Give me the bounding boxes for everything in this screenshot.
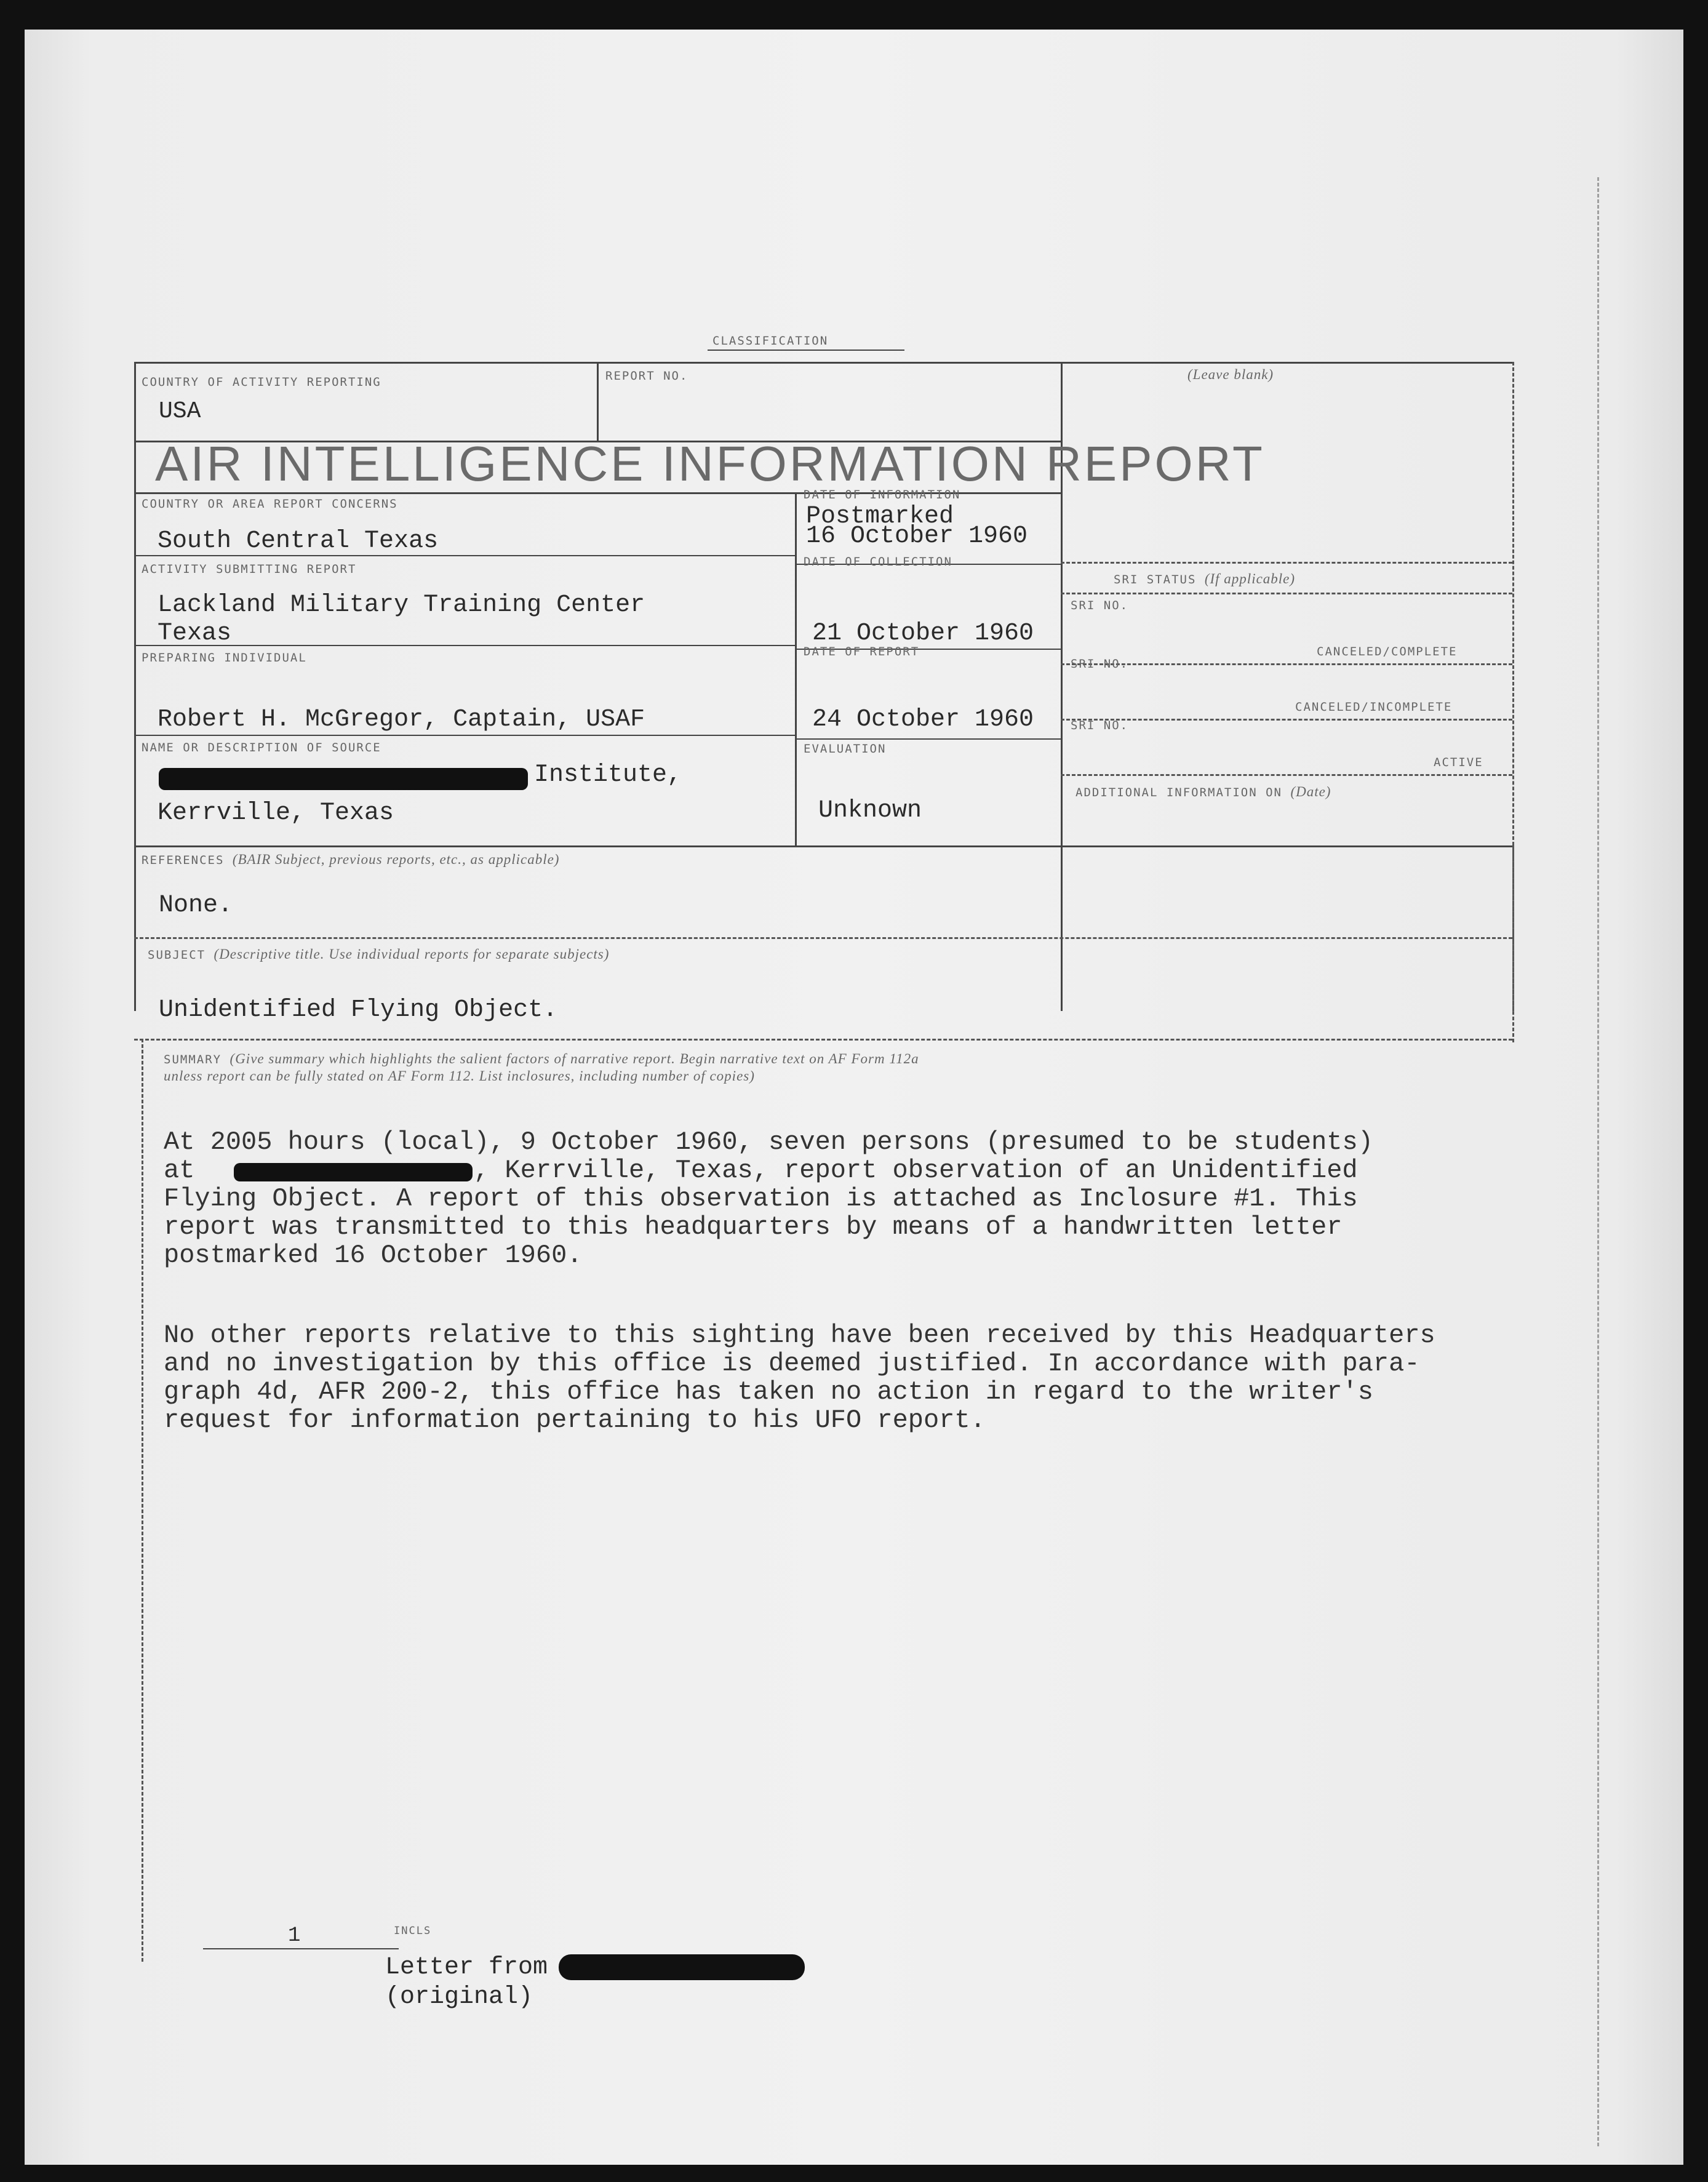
sri-rule-3: [1061, 719, 1512, 721]
page-edge-line: [1597, 177, 1599, 2146]
date-info-label: DATE OF INFORMATION: [804, 488, 961, 502]
date-column-divider: [795, 492, 797, 846]
summary-p1-line-1: At 2005 hours (local), 9 October 1960, seven persons (presumed to be students): [164, 1127, 1373, 1157]
date-report-label: DATE OF REPORT: [804, 645, 920, 658]
sri-rule-1: [1061, 593, 1512, 594]
subject-label: [148, 946, 609, 962]
additional-info-text: ADDITIONAL INFORMATION ON: [1075, 786, 1282, 799]
sri-no-label-3: SRI NO.: [1071, 719, 1129, 732]
evaluation-label: EVALUATION: [804, 742, 887, 756]
date-report-value: 24 October 1960: [812, 706, 1034, 733]
canceled-incomplete-label: CANCELED/INCOMPLETE: [1295, 700, 1453, 714]
date-collection-label: DATE OF COLLECTION: [804, 555, 952, 569]
sri-no-label-1: SRI NO.: [1071, 599, 1129, 612]
date-collection-value: 21 October 1960: [812, 620, 1034, 647]
form-left-border: [134, 362, 136, 1011]
source-redaction: [159, 768, 528, 790]
summary-p2-line-1: No other reports relative to this sighting have been received by this Headquarters: [164, 1321, 1435, 1350]
evaluation-value: Unknown: [818, 797, 922, 825]
summary-left-border: [142, 1039, 143, 1962]
activity-value-1: Lackland Military Training Center: [158, 591, 645, 619]
area-label: COUNTRY OR AREA REPORT CONCERNS: [142, 497, 398, 511]
inclosure-underline: [203, 1948, 399, 1949]
area-value: South Central Texas: [158, 527, 439, 555]
location-redaction: [234, 1163, 473, 1181]
references-top-rule: [134, 845, 1512, 847]
date-info-value-2: 16 October 1960: [806, 522, 1028, 550]
summary-label: [164, 1051, 919, 1067]
sri-status-text: SRI STATUS: [1114, 573, 1197, 586]
summary-note-2-line: [164, 1068, 755, 1084]
activity-label: ACTIVITY SUBMITTING REPORT: [142, 562, 357, 576]
inclosure-line-2: (original): [385, 1983, 533, 2011]
inclosure-label: INCLS: [394, 1925, 432, 1937]
summary-p1-line-3: Flying Object. A report of this observation is attached as Inclosure #1. This: [164, 1184, 1358, 1213]
additional-info-label: [1075, 784, 1331, 800]
canceled-complete-label: CANCELED/COMPLETE: [1317, 645, 1458, 658]
leave-blank-text: (Leave blank): [1187, 367, 1274, 382]
sri-status-label: [1114, 571, 1295, 587]
sri-no-label-2: SRI NO.: [1071, 657, 1129, 671]
references-label: [142, 852, 559, 868]
references-note: (BAIR Subject, previous reports, etc., as applicable): [232, 852, 560, 867]
row-rule-1: [134, 555, 795, 556]
sri-rule-2: [1061, 663, 1512, 665]
references-text: REFERENCES: [142, 853, 225, 867]
date-info-value-1: Postmarked: [806, 503, 954, 530]
summary-p2-line-3: graph 4d, AFR 200-2, this office has taken no action in regard to the writer's: [164, 1377, 1373, 1407]
country-value: USA: [159, 398, 201, 425]
sri-rule-top: [1061, 562, 1512, 564]
date-rule-3: [795, 738, 1061, 740]
form-top-border: [134, 362, 1512, 364]
sri-rule-4: [1061, 774, 1512, 776]
sri-status-note: (If applicable): [1204, 571, 1296, 586]
summary-p2-line-2: and no investigation by this office is deemed justified. In accordance with para-: [164, 1349, 1420, 1378]
summary-text: SUMMARY: [164, 1053, 222, 1066]
summary-p2-line-4: request for information pertaining to his UFO report.: [164, 1405, 986, 1435]
summary-note-2: unless report can be fully stated on AF Form 112. List inclosures, including number of copies): [164, 1068, 755, 1084]
source-value-1: Institute,: [534, 761, 682, 789]
preparer-label: PREPARING INDIVIDUAL: [142, 651, 307, 665]
active-label: ACTIVE: [1434, 756, 1483, 769]
row-rule-2: [134, 645, 795, 646]
source-value-2: Kerrville, Texas: [158, 799, 394, 827]
summary-top-rule: [134, 1039, 1512, 1041]
classification-underline: [708, 350, 904, 351]
lower-right-border: [1512, 845, 1514, 1042]
form-title: AIR INTELLIGENCE INFORMATION REPORT: [155, 436, 1265, 491]
subject-text: SUBJECT: [148, 948, 206, 962]
report-no-label: REPORT NO.: [605, 369, 688, 383]
preparer-value: Robert H. McGregor, Captain, USAF: [158, 706, 645, 733]
summary-p1-line-2a: at: [164, 1156, 195, 1185]
leave-blank-label: [1187, 367, 1274, 383]
subject-top-rule: [134, 937, 1512, 939]
subject-note: (Descriptive title. Use individual reports for separate subjects): [214, 946, 610, 962]
report-no-divider: [597, 362, 599, 442]
classification-label: CLASSIFICATION: [712, 334, 829, 348]
row-rule-3: [134, 735, 795, 736]
summary-p1-line-5: postmarked 16 October 1960.: [164, 1241, 583, 1270]
additional-info-note: (Date): [1290, 784, 1331, 799]
inclosure-line-1: Letter from: [385, 1954, 548, 1981]
document-page: [25, 30, 1683, 2165]
activity-value-2: Texas: [158, 620, 232, 647]
inclosure-count: 1: [288, 1924, 301, 1948]
inclosure-redaction: [559, 1954, 805, 1980]
source-label: NAME OR DESCRIPTION OF SOURCE: [142, 741, 381, 754]
summary-note-1: (Give summary which highlights the salient factors of narrative report. Begin narrative text on AF Form 112a: [229, 1051, 919, 1066]
summary-p1-line-4: report was transmitted to this headquarters by means of a handwritten letter: [164, 1212, 1343, 1242]
country-label: COUNTRY OF ACTIVITY REPORTING: [142, 375, 381, 389]
subject-value: Unidentified Flying Object.: [159, 996, 558, 1024]
references-value: None.: [159, 892, 233, 919]
summary-p1-line-2b: , Kerrville, Texas, report observation of an Unidentified: [474, 1156, 1358, 1185]
